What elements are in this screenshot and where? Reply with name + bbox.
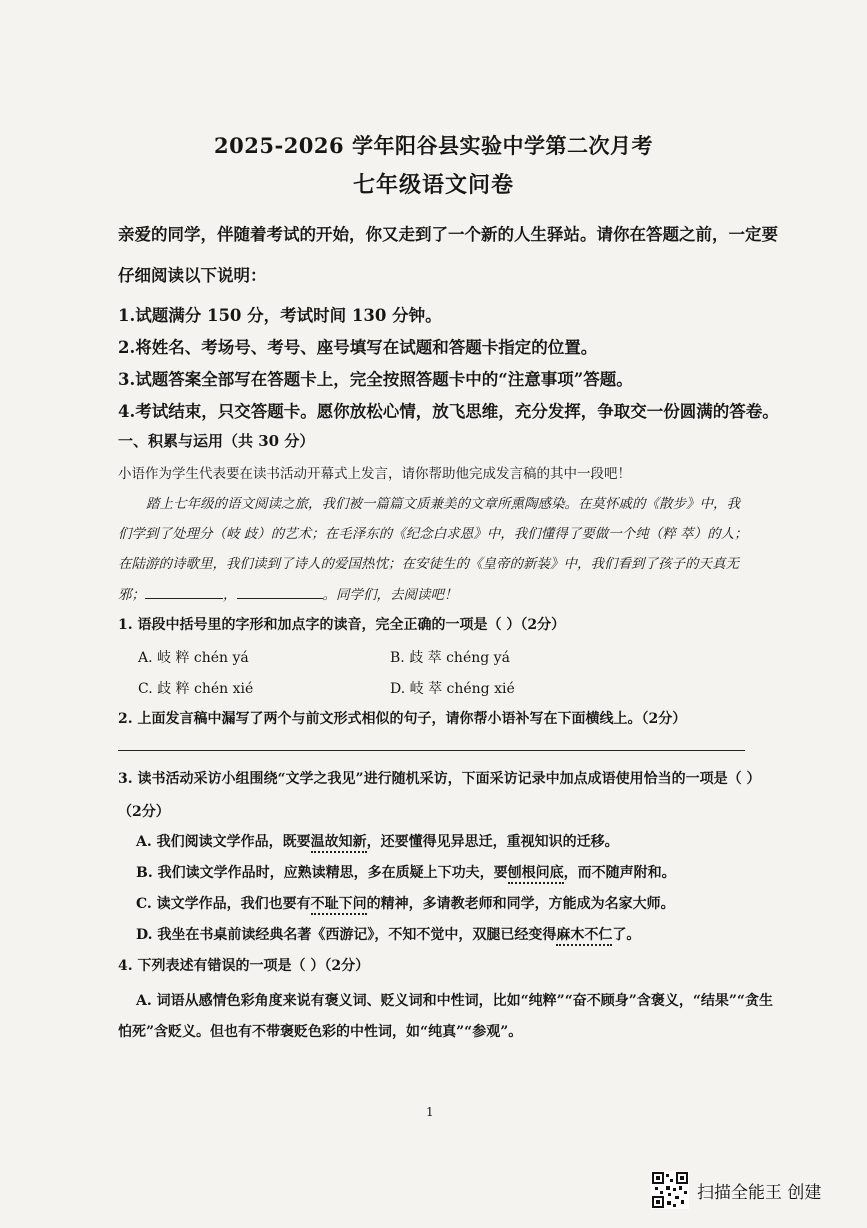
watermark-text: 扫描全能王 创建 xyxy=(697,1182,822,1203)
q4-option-a-line-2: 怕死”含贬义。但也有不带褒贬色彩的中性词，如“纯真”“参观”。 xyxy=(118,1024,523,1040)
q3-d-pre: D. 我坐在书桌前读经典名著《西游记》，不知不觉中，双腿已经变得 xyxy=(136,927,557,943)
answer-line xyxy=(118,750,745,751)
q3-a-pre: A. 我们阅读文学作品，既要 xyxy=(136,834,311,850)
q3-d-post: 了。 xyxy=(612,927,641,943)
q3-a-post: ，还要懂得见异思迁，重视知识的迁移。 xyxy=(366,834,619,850)
intro-line-1: 亲爱的同学，伴随着考试的开始，你又走到了一个新的人生驿站。请你在答题之前，一定要 xyxy=(118,225,778,244)
q2-stem: 2. 上面发言稿中漏写了两个与前文形式相似的句子，请你帮小语补写在下面横线上。（2分） xyxy=(118,711,687,727)
q1-stem: 1. 语段中括号里的字形和加点字的读音，完全正确的一项是（ ）（2分） xyxy=(118,617,566,633)
rule-4: 4.考试结束，只交答题卡。愿你放松心情，放飞思维，充分发挥，争取交一份圆满的答卷。 xyxy=(118,402,779,421)
q3-option-a xyxy=(136,831,619,851)
blank-2 xyxy=(237,586,323,599)
q1-option-c: C. 歧 粹 chén xié xyxy=(138,681,254,697)
q1-option-d: D. 岐 萃 chéng xié xyxy=(390,681,515,697)
passage-comma: ， xyxy=(223,587,237,603)
q3-b-idiom: 刨根问底 xyxy=(508,865,564,884)
blank-1 xyxy=(145,586,223,599)
qr-code-icon xyxy=(651,1171,689,1209)
q3-option-d xyxy=(136,924,640,944)
section-heading: 一、积累与运用（共 30 分） xyxy=(118,432,315,450)
section-prompt: 小语作为学生代表要在读书活动开幕式上发言，请你帮助他完成发言稿的其中一段吧！ xyxy=(118,466,631,482)
intro-line-2: 仔细阅读以下说明： xyxy=(118,266,267,285)
q3-c-pre: C. 读文学作品，我们也要有 xyxy=(136,896,311,912)
q3-option-b xyxy=(136,862,676,882)
rule-1: 1.试题满分 150 分，考试时间 130 分钟。 xyxy=(118,306,442,325)
passage-line-4-end: 。同学们，去阅读吧！ xyxy=(322,587,458,603)
q3-a-idiom: 温故知新 xyxy=(311,834,367,853)
q3-b-pre: B. 我们读文学作品时，应熟读精思，多在质疑上下功夫，要 xyxy=(136,865,508,881)
q3-option-c xyxy=(136,893,675,913)
q3-c-post: 的精神，多请教老师和同学，方能成为名家大师。 xyxy=(366,896,675,912)
q3-d-idiom: 麻木不仁 xyxy=(556,927,612,946)
q3-b-post: ，而不随声附和。 xyxy=(563,865,676,881)
scanner-watermark xyxy=(651,1171,821,1209)
passage-line-4-start: 邪； xyxy=(118,587,145,603)
rule-2: 2.将姓名、考场号、考号、座号填写在试题和答题卡指定的位置。 xyxy=(118,338,598,357)
q3-c-idiom: 不耻下问 xyxy=(311,896,367,915)
exam-title: 2025-2026 学年阳谷县实验中学第二次月考 xyxy=(214,133,653,158)
passage-line-3: 在陆游的诗歌里，我们读到了诗人的爱国热忱；在安徒生的《皇帝的新装》中，我们看到了孩子的天真无 xyxy=(118,556,739,572)
passage-line-4 xyxy=(118,583,458,603)
q3-stem: 3. 读书活动采访小组围绕“文学之我见”进行随机采访，下面采访记录中加点成语使用恰当的一项是（ ） xyxy=(118,771,761,787)
passage-line-1: 踏上七年级的语文阅读之旅，我们被一篇篇文质兼美的文章所熏陶感染。在莫怀戚的《散步》中，我 xyxy=(146,496,740,512)
q1-option-b: B. 歧 萃 chéng yá xyxy=(390,650,510,666)
exam-subtitle: 七年级语文问卷 xyxy=(352,172,514,198)
page-number: 1 xyxy=(426,1105,434,1119)
q4-option-a-line-1: A. 词语从感情色彩角度来说有褒义词、贬义词和中性词，比如“纯粹”“奋不顾身”含褒义，“结果”“贪生 xyxy=(136,993,773,1009)
q1-option-a: A. 岐 粹 chén yá xyxy=(138,650,249,666)
passage-line-2: 们学到了处理分（岐 歧）的艺术；在毛泽东的《纪念白求恩》中，我们懂得了要做一个纯（粹 萃）的人； xyxy=(118,526,748,542)
rule-3: 3.试题答案全部写在答题卡上，完全按照答题卡中的“注意事项”答题。 xyxy=(118,370,633,389)
q3-stem-cont: （2分） xyxy=(118,804,170,820)
q4-stem: 4. 下列表述有错误的一项是（ ）（2分） xyxy=(118,958,370,974)
